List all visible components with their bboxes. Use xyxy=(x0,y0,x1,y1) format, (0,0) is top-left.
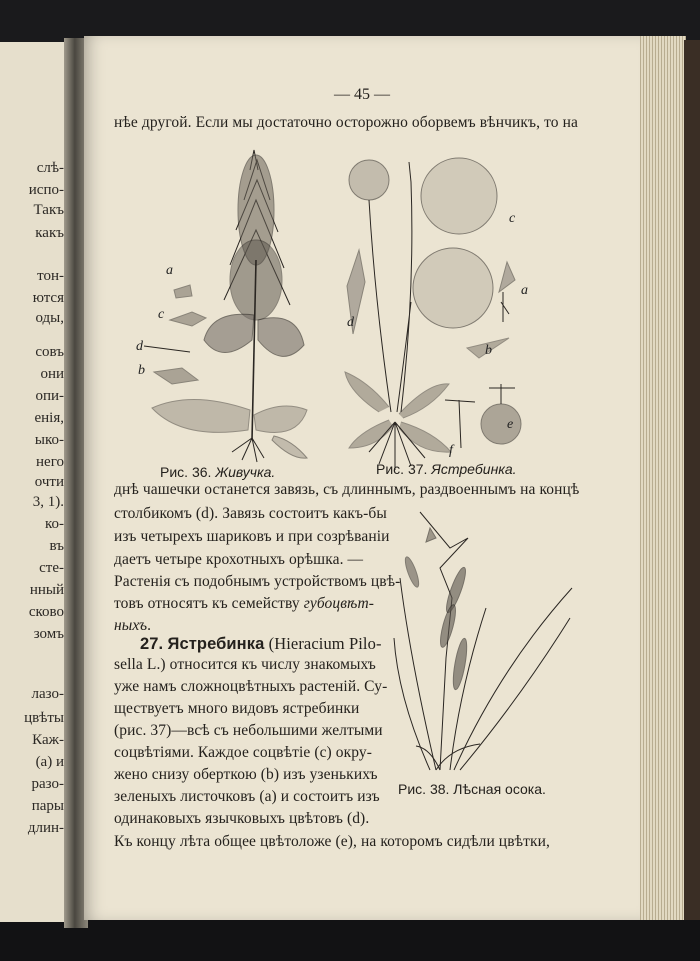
text-line-top: нѣе другой. Если мы достаточно осторожно оборвемъ вѣнчикъ, то на xyxy=(114,114,578,131)
left-page-line: енія, xyxy=(34,410,64,426)
left-page-line: слѣ- xyxy=(36,160,64,176)
figure-38-sedge-illustration xyxy=(390,508,576,778)
left-page-line: оды, xyxy=(35,310,64,326)
left-page-line: Такъ xyxy=(33,202,64,218)
figure-37-label-b: b xyxy=(485,343,492,358)
family-term-end: . xyxy=(147,617,152,634)
left-page-line: длин- xyxy=(27,820,64,836)
left-page-line: очти xyxy=(34,474,64,490)
section-line-1: уже намъ сложноцвѣтныхъ растеній. Су- xyxy=(114,678,388,695)
left-page-line: сково xyxy=(28,604,64,620)
text-line-2: столбикомъ (d). Завязь состоитъ какъ-бы xyxy=(114,505,387,522)
left-page-line: какъ xyxy=(35,225,64,241)
left-page-line: лазо- xyxy=(31,686,64,702)
left-page xyxy=(0,42,72,922)
figure-37-hawkweed-illustration xyxy=(339,152,539,472)
figure-38-caption xyxy=(398,781,546,797)
family-term-part2: ныхъ xyxy=(114,617,148,634)
left-page-line: ко- xyxy=(44,516,64,532)
figure-36-caption-name: Живучка. xyxy=(215,464,276,480)
page-number: — 45 — xyxy=(334,86,390,103)
left-page-line: совъ xyxy=(35,344,64,360)
figure-37-label-e: e xyxy=(507,417,514,432)
figure-37-caption-prefix: Рис. 37. xyxy=(376,461,428,477)
left-page-line: тон- xyxy=(37,268,64,284)
figure-36-label-c: c xyxy=(158,307,165,322)
figure-36-label-a: a xyxy=(166,263,173,278)
text-line-7 xyxy=(114,617,151,635)
figure-38-caption-name: Лѣсная осока. xyxy=(453,781,546,797)
figure-38-caption-prefix: Рис. 38. xyxy=(398,781,450,797)
left-page-line: нный xyxy=(29,582,64,598)
left-page-line: цвѣты xyxy=(24,710,64,726)
left-page-line: въ xyxy=(49,538,64,554)
section-line-4: соцвѣтіями. Каждое соцвѣтіе (c) окру- xyxy=(114,744,373,761)
section-latin-line1: (Hieracium Pilo- xyxy=(268,634,382,653)
left-page-line: разо- xyxy=(31,776,64,792)
background-bottom xyxy=(0,918,700,961)
section-heading-line xyxy=(140,634,382,654)
text-line-4: даетъ четыре крохотныхъ орѣшка. — xyxy=(114,551,364,568)
left-page-line: сте- xyxy=(39,560,64,576)
text-line-1: днѣ чашечки останется завязь, съ длиннымъ, раздвоеннымъ на концѣ xyxy=(114,481,580,498)
figure-36-caption xyxy=(160,464,275,480)
book-cover-edge xyxy=(684,40,700,920)
figure-37-label-c: c xyxy=(509,211,516,226)
section-title: Ястребинка xyxy=(167,635,265,653)
figure-37-label-d: d xyxy=(347,315,354,330)
figure-37-caption-name: Ястребинка. xyxy=(431,461,517,477)
section-number: 27. xyxy=(140,635,164,653)
right-page xyxy=(84,36,640,920)
left-page-line: 3, 1). xyxy=(32,494,64,510)
section-latin-line2-part1: sella L.) xyxy=(114,656,166,673)
left-page-line: него xyxy=(36,454,64,470)
section-line-6: зеленыхъ листочковъ (a) и состоитъ изъ xyxy=(114,788,380,805)
left-page-line: испо- xyxy=(28,182,64,198)
section-latin-line2 xyxy=(114,656,376,674)
page-stack-edge xyxy=(638,36,686,920)
left-page-line: опи- xyxy=(35,388,64,404)
section-line-3: (рис. 37)—всѣ съ небольшими желтыми xyxy=(114,722,383,739)
section-line-5: жено снизу оберткою (b) изъ узенькихъ xyxy=(114,766,378,783)
text-line-5: Растенія съ подобнымъ устройствомъ цвѣ- xyxy=(114,573,401,590)
text-line-bottom: Къ концу лѣта общее цвѣтоложе (e), на которомъ сидѣли цвѣтки, xyxy=(114,833,551,850)
left-page-line: Каж- xyxy=(32,732,64,748)
left-page-line: (a) и xyxy=(35,754,64,770)
figure-36-caption-prefix: Рис. 36. xyxy=(160,464,212,480)
text-line-3: изъ четырехъ шариковъ и при созрѣваніи xyxy=(114,528,390,545)
figure-37-label-a: a xyxy=(521,283,528,298)
figure-36-label-b: b xyxy=(138,363,145,378)
left-page-line: пары xyxy=(31,798,64,814)
left-page-line: ыко- xyxy=(34,432,64,448)
section-latin-line2-part2: относится къ числу знакомыхъ xyxy=(169,656,376,673)
section-line-7: одинаковыхъ язычковыхъ цвѣтовъ (d). xyxy=(114,810,370,827)
figure-37-label-f: f xyxy=(449,443,453,458)
left-page-line: зомъ xyxy=(33,626,64,642)
figure-37-caption xyxy=(376,461,517,477)
figure-36-bugle-illustration xyxy=(132,140,322,465)
figure-36-label-d: d xyxy=(136,339,143,354)
family-term-part1: губоцвѣт- xyxy=(303,595,375,612)
section-line-2: ществуетъ много видовъ ястребинки xyxy=(114,700,360,717)
left-page-line: они xyxy=(40,366,64,382)
text-line-6 xyxy=(114,595,374,613)
text-line-6-prefix: товъ относятъ къ семейству xyxy=(114,595,300,612)
left-page-line: ются xyxy=(32,290,64,306)
